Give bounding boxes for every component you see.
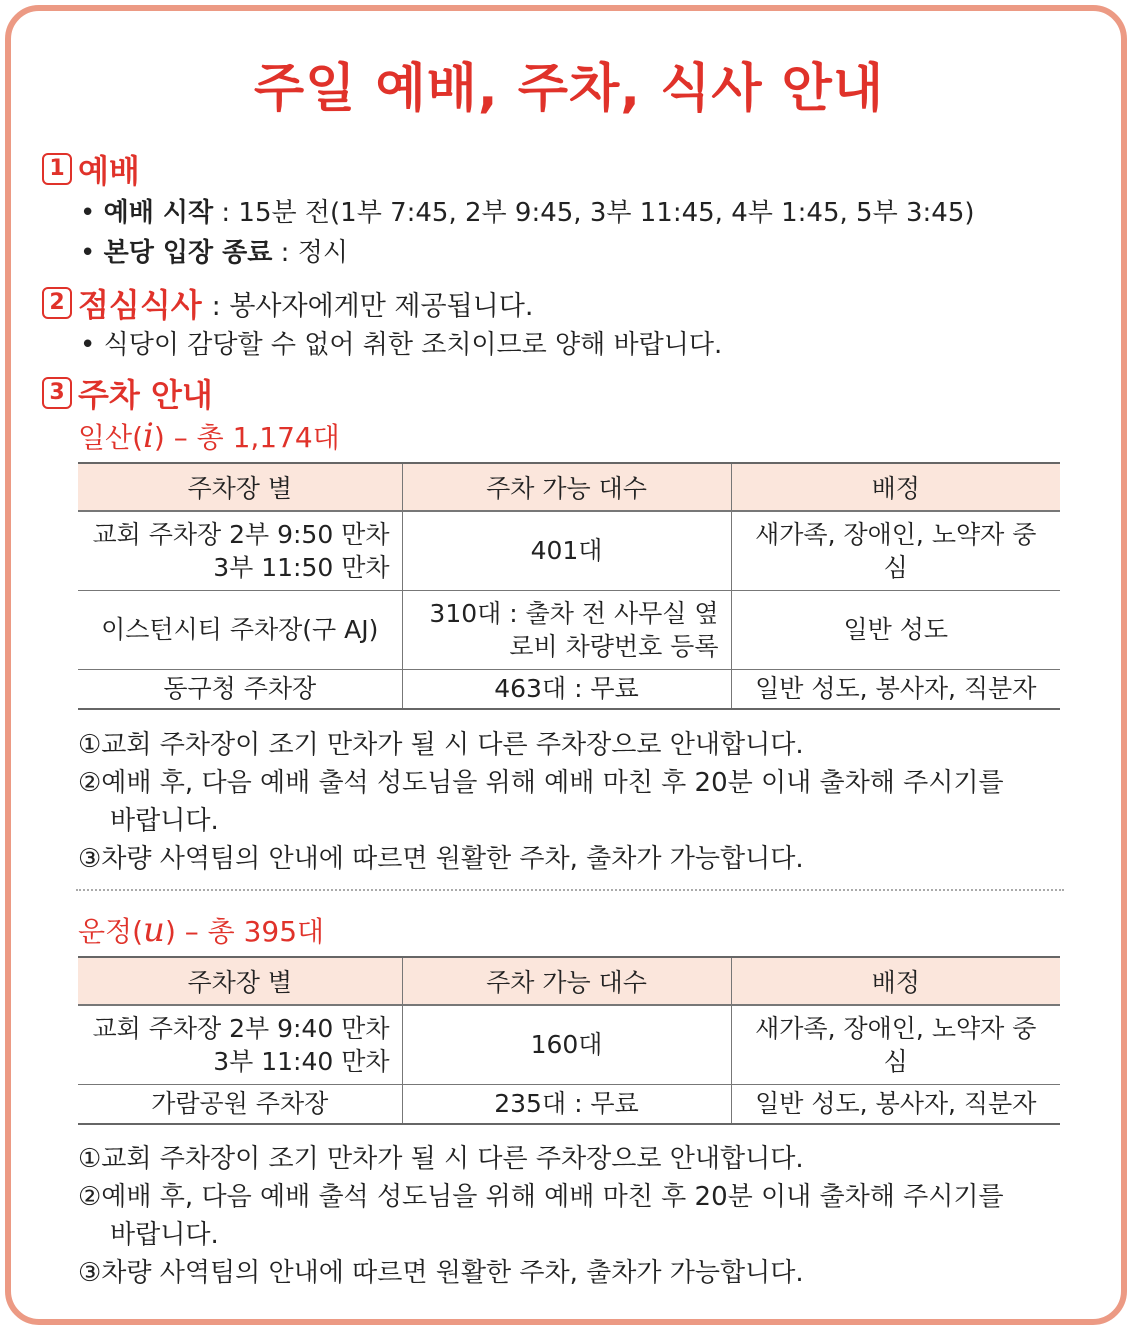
count-cell: 235대 : 무료 [402, 1084, 731, 1124]
parking-heading-label: 주차 안내 [78, 376, 213, 414]
unjeong-mark: u [143, 910, 165, 950]
ilsan-note-1: ①교회 주차장이 조기 만차가 될 시 다른 주차장으로 안내합니다. [78, 730, 804, 760]
col-header-count: 주차 가능 대수 [402, 957, 731, 1005]
section-number-1: 1 [42, 153, 72, 185]
unjeong-note-1: ①교회 주차장이 조기 만차가 될 시 다른 주차장으로 안내합니다. [78, 1144, 804, 1174]
entry-close-text: : 정시 [272, 238, 348, 268]
lot-cell: 교회 주차장 2부 9:50 만차 3부 11:50 만차 [78, 511, 402, 590]
count-cell: 310대 : 출차 전 사무실 옆 로비 차량번호 등록 [402, 590, 731, 669]
unjeong-name: 운정( [78, 915, 144, 948]
col-header-lot: 주차장 별 [78, 463, 402, 511]
col-header-count: 주차 가능 대수 [402, 463, 731, 511]
assign-cell: 일반 성도 [731, 590, 1060, 669]
table-row [78, 511, 1060, 590]
page-title: 주일 예배, 주차, 식사 안내 [253, 59, 885, 119]
section-lunch-heading [42, 280, 533, 326]
ilsan-heading [78, 416, 340, 456]
lunch-description: : 봉사자에게만 제공됩니다. [211, 290, 534, 322]
lunch-heading-label: 점심식사 [78, 286, 202, 324]
unjeong-note-3: ③차량 사역팀의 안내에 따르면 원활한 주차, 출차가 가능합니다. [78, 1258, 804, 1288]
unjeong-note-2-cont: 바랍니다. [110, 1220, 219, 1250]
ilsan-note-2: ②예배 후, 다음 예배 출석 성도님을 위해 예배 마친 후 20분 이내 출차해 주시기를 [78, 768, 1004, 798]
section-number-3: 3 [42, 377, 72, 409]
lunch-bullet: • 식당이 감당할 수 없어 취한 조치이므로 양해 바랍니다. [80, 330, 723, 360]
assign-cell: 새가족, 장애인, 노약자 중심 [731, 511, 1060, 590]
ilsan-note-3: ③차량 사역팀의 안내에 따르면 원활한 주차, 출차가 가능합니다. [78, 844, 804, 874]
worship-start-bullet: • 예배 시작 : 15분 전(1부 7:45, 2부 9:45, 3부 11:45, 4부 1:45, 5부 3:45) [80, 198, 975, 228]
entry-close-bullet: • 본당 입장 종료 : 정시 [80, 238, 348, 268]
table-header-row [78, 463, 1060, 511]
table-header-row [78, 957, 1060, 1005]
entry-close-label: 본당 입장 종료 [103, 238, 273, 268]
table-row [78, 669, 1060, 709]
col-header-lot: 주차장 별 [78, 957, 402, 1005]
lot-cell: 동구청 주차장 [78, 669, 402, 709]
assign-cell: 새가족, 장애인, 노약자 중심 [731, 1005, 1060, 1084]
col-header-assign: 배정 [731, 463, 1060, 511]
worship-start-text: : 15분 전(1부 7:45, 2부 9:45, 3부 11:45, 4부 1:45, 5부 3:45) [213, 198, 975, 228]
assign-cell: 일반 성도, 봉사자, 직분자 [731, 1084, 1060, 1124]
unjeong-note-2: ②예배 후, 다음 예배 출석 성도님을 위해 예배 마친 후 20분 이내 출차해 주시기를 [78, 1182, 1004, 1212]
section-worship-heading [42, 146, 140, 192]
section-parking-heading [42, 370, 213, 416]
worship-heading-label: 예배 [78, 152, 140, 190]
table-row [78, 1084, 1060, 1124]
lot-cell: 이스턴시티 주차장(구 AJ) [78, 590, 402, 669]
unjeong-parking-table [78, 956, 1060, 1125]
table-row [78, 590, 1060, 669]
section-divider [76, 889, 1064, 891]
lot-cell: 교회 주차장 2부 9:40 만차 3부 11:40 만차 [78, 1005, 402, 1084]
ilsan-total: ) – 총 1,174대 [153, 421, 340, 454]
ilsan-name: 일산( [78, 421, 144, 454]
table-row [78, 1005, 1060, 1084]
ilsan-mark: i [143, 416, 154, 456]
col-header-assign: 배정 [731, 957, 1060, 1005]
count-cell: 160대 [402, 1005, 731, 1084]
count-cell: 463대 : 무료 [402, 669, 731, 709]
count-cell: 401대 [402, 511, 731, 590]
unjeong-total: ) – 총 395대 [164, 915, 325, 948]
assign-cell: 일반 성도, 봉사자, 직분자 [731, 669, 1060, 709]
ilsan-note-2-cont: 바랍니다. [110, 806, 219, 836]
lot-cell: 가람공원 주차장 [78, 1084, 402, 1124]
worship-start-label: 예배 시작 [103, 198, 214, 228]
section-number-2: 2 [42, 287, 72, 319]
ilsan-parking-table [78, 462, 1060, 710]
unjeong-heading [78, 910, 324, 950]
